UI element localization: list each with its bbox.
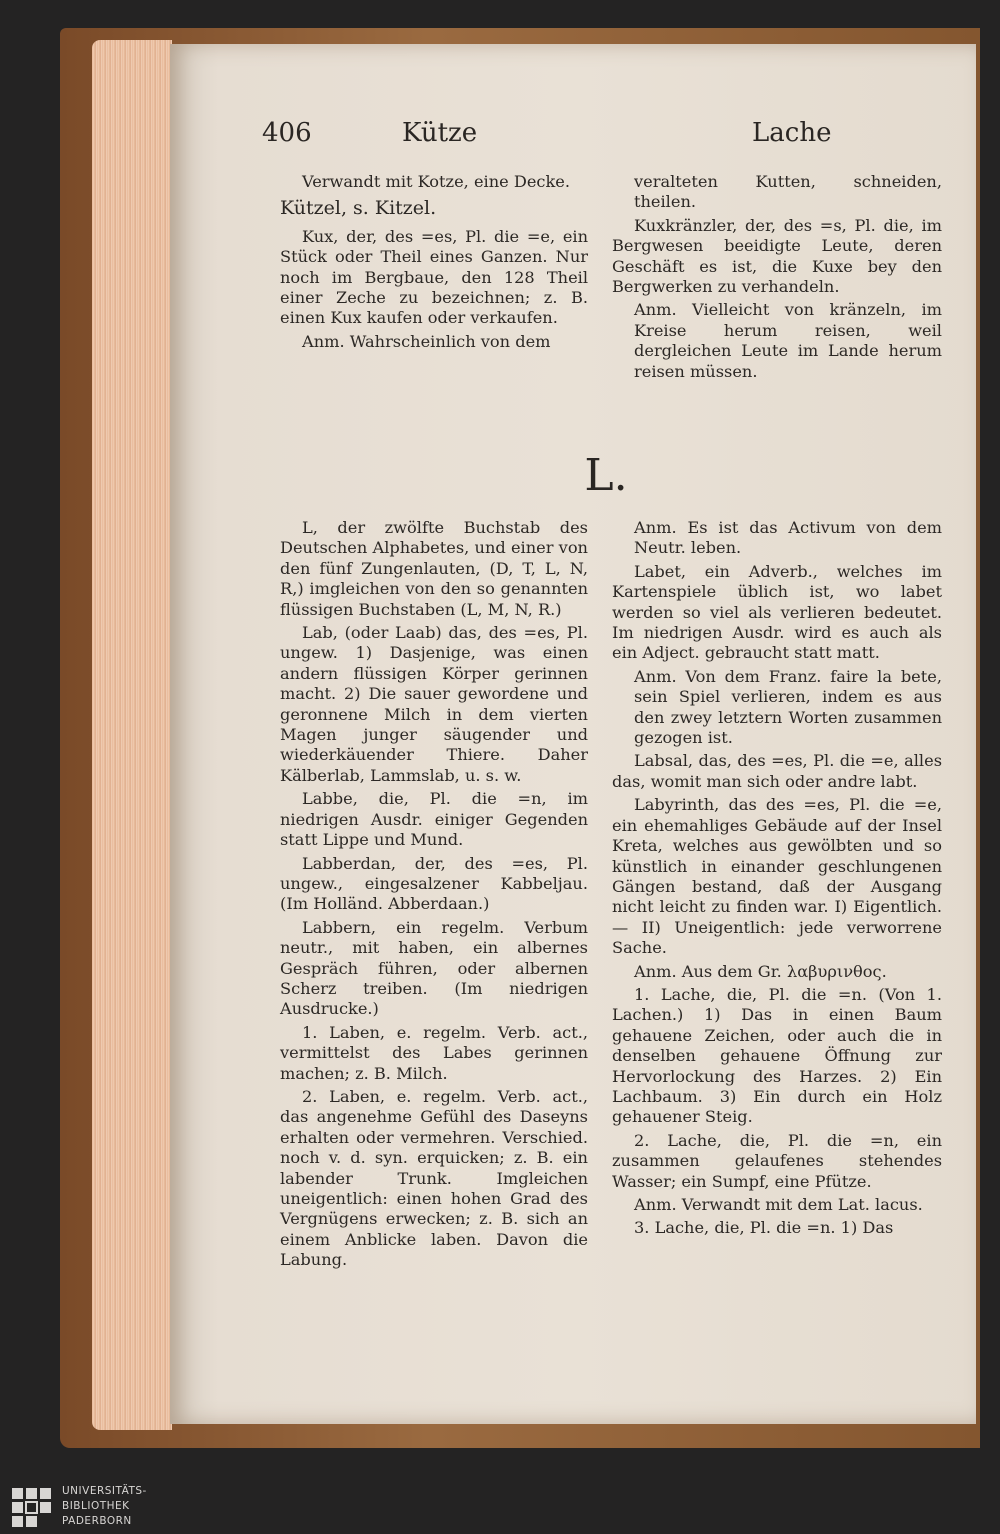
text-paragraph: Verwandt mit Kotze, eine Decke. — [302, 172, 571, 191]
right-running-head: Lache — [752, 118, 832, 148]
page-number: 406 — [262, 118, 312, 148]
annotation: Anm. Von dem Franz. faire la bete, sein Spiel verlieren, indem es aus den zwey letztern Worten zusammen gezogen ist. — [634, 666, 942, 748]
dictionary-entry: 1. Laben, e. regelm. Verb. act., vermittelst des Labes gerinnen machen; z. B. Milch. — [280, 1022, 588, 1083]
logo-text-line: PADERBORN — [62, 1515, 132, 1527]
page-edges — [92, 40, 172, 1430]
section-letter: L. — [584, 450, 628, 501]
dictionary-entry: Labberdan, der, des =es, Pl. ungew., eingesalzener Kabbeljau. (Im Holländ. Abberdaan.) — [280, 853, 588, 914]
dictionary-entry: 3. Lache, die, Pl. die =n. 1) Das — [634, 1218, 894, 1238]
dictionary-entry: Lab, (oder Laab) das, des =es, Pl. ungew. 1) Dasjenige, was einen andern flüssigen Körper gerinnen macht. 2) Die sauer gewordene und geronnene Milch in dem vierten Magen junger säugender und wiederkäuender Thiere. Daher Kälberlab, Lammslab, u. s. w. — [280, 623, 588, 785]
column-left-top — [280, 172, 588, 355]
dictionary-entry: Labyrinth, das des =es, Pl. die =e, ein ehemahliges Gebäude auf der Insel Kreta, welches aus gewölbten und so künstlich in einander geschlungenen Gängen bestand, daß der Ausgang nicht leicht zu finden war. I) Eigentlich. — II) Uneigentlich: jede verworrene Sache. — [612, 795, 942, 958]
column-left — [280, 518, 588, 1274]
logo-text-line: UNIVERSITÄTS- — [62, 1485, 147, 1497]
dictionary-entry: 1. Lache, die, Pl. die =n. (Von 1. Lachen.) 1) Das in einen Baum gehauene Zeichen, oder auch die in denselben gehauene Öffnung zur Hervorlockung des Harzes. 2) Ein Lachbaum. 3) Ein durch ein Holz gehauener Steig. — [612, 984, 942, 1127]
text-paragraph: veralteten Kutten, schneiden, theilen. — [634, 172, 942, 212]
dictionary-entry: 2. Laben, e. regelm. Verb. act., das angenehme Gefühl des Daseyns erhalten oder vermehren. Verschied. noch v. d. syn. erquicken; z. B. ein labender Trunk. Imgleichen uneigentlich: einen hohen Grad des Vergnügens erwecken; z. B. sich an einem Anblicke laben. Davon die Labung. — [280, 1086, 588, 1270]
left-running-head: Kütze — [402, 118, 478, 148]
column-right — [612, 518, 942, 1242]
dictionary-entry: L, der zwölfte Buchstab des Deutschen Alphabetes, und einer von den fünf Zungenlauten, (D, T, L, N, R,) imgleichen von den so genannten flüssigen Buchstaben (L, M, N, R.) — [280, 518, 588, 619]
dictionary-entry: Labsal, das, des =es, Pl. die =e, alles das, womit man sich oder andre labt. — [612, 751, 942, 791]
annotation: Anm. Es ist das Activum von dem Neutr. leben. — [634, 518, 942, 558]
library-logo-icon — [10, 1486, 54, 1528]
library-logo — [10, 1484, 170, 1530]
annotation: Anm. Vielleicht von kränzeln, im Kreise herum reisen, weil dergleichen Leute im Lande herum reisen müssen. — [634, 300, 942, 381]
logo-text-line: BIBLIOTHEK — [62, 1500, 130, 1512]
dictionary-entry: Kützel, s. Kitzel. — [280, 197, 437, 220]
annotation: Anm. Wahrscheinlich von dem — [302, 331, 551, 351]
column-right-top — [612, 172, 942, 385]
dictionary-entry: Labbern, ein regelm. Verbum neutr., mit haben, ein albernes Gespräch führen, oder albernen Scherz treiben. (Im niedrigen Ausdrucke.) — [280, 917, 588, 1019]
dictionary-entry: Kux, der, des =es, Pl. die =e, ein Stück oder Theil eines Ganzen. Nur noch im Bergbaue, den 128 Theil einer Zeche zu bezeichnen; z. B. einen Kux kaufen oder verkaufen. — [280, 226, 588, 328]
running-header — [262, 118, 922, 158]
dictionary-entry: Labet, ein Adverb., welches im Kartenspiele üblich ist, wo labet werden so viel als verlieren bedeutet. Im niedrigen Ausdr. wird es auch als ein Adject. gebraucht statt matt. — [612, 561, 942, 663]
dictionary-entry: Labbe, die, Pl. die =n, im niedrigen Ausdr. einiger Gegenden statt Lippe und Mund. — [280, 789, 588, 850]
annotation: Anm. Aus dem Gr. λαβυρινθος. — [634, 961, 887, 981]
annotation: Anm. Verwandt mit dem Lat. lacus. — [634, 1195, 923, 1214]
dictionary-entry: Kuxkränzler, der, des =s, Pl. die, im Bergwesen beeidigte Leute, deren Geschäft es ist, die Kuxe bey den Bergwerken zu verhandeln. — [612, 215, 942, 297]
dictionary-entry: 2. Lache, die, Pl. die =n, ein zusammen gelaufenes stehendes Wasser; ein Sumpf, eine Pfütze. — [612, 1130, 942, 1191]
